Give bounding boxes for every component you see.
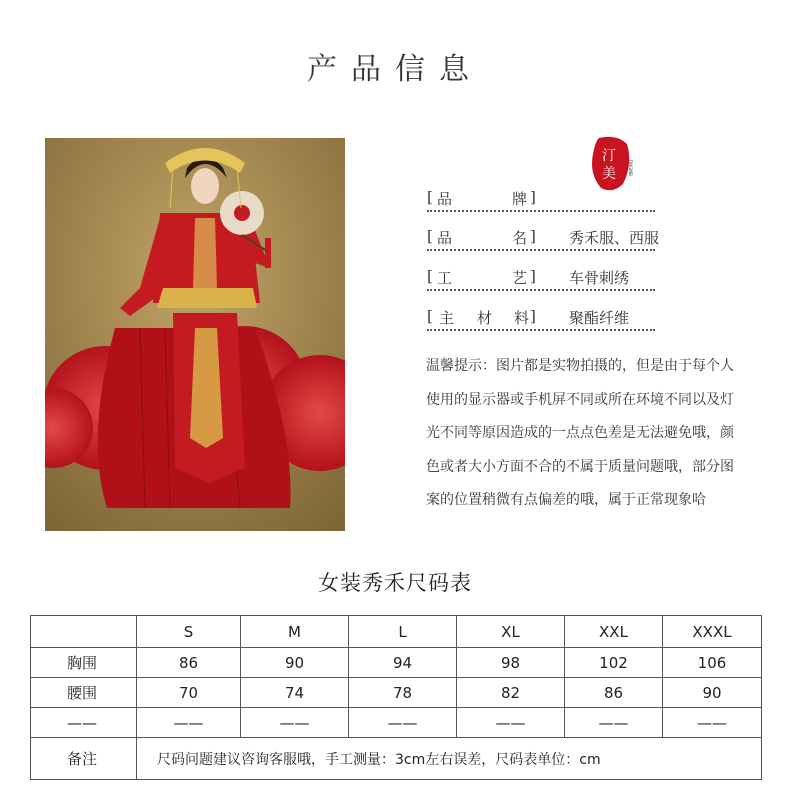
- notice-line: 色或者大小方面不合的不属于质量问题哦，部分图: [426, 458, 734, 475]
- table-row: [31, 708, 762, 738]
- table-cell: 86: [137, 648, 241, 678]
- notice-line: 光不同等原因造成的一点点色差是无法避免哦，颜: [426, 425, 734, 441]
- info-label-char: 主: [439, 309, 455, 327]
- info-row-craft: [ 工 艺 ] 车骨刺绣: [427, 269, 655, 291]
- table-header-row: [31, 616, 762, 648]
- table-row: [31, 678, 762, 708]
- table-cell: 98: [457, 648, 565, 678]
- notice-line: 温馨提示：图片都是实物拍摄的，但是由于每个人: [426, 358, 734, 374]
- table-cell: ——: [241, 708, 349, 738]
- table-cell: ——: [137, 708, 241, 738]
- info-label-char: 名: [512, 229, 528, 247]
- info-label-char: 工: [437, 269, 453, 287]
- notice-line: 案的位置稍微有点偏差的哦，属于正常现象哈: [426, 492, 706, 508]
- table-cell: 106: [663, 648, 762, 678]
- table-row-label: ——: [31, 708, 137, 738]
- info-label-char: 材: [477, 309, 493, 327]
- table-cell: 82: [457, 678, 565, 708]
- table-cell: 90: [241, 648, 349, 678]
- note-label: 备注: [31, 738, 137, 780]
- table-cell: 78: [349, 678, 457, 708]
- table-cell: ——: [457, 708, 565, 738]
- size-chart-title: 女装秀禾尺码表: [318, 571, 472, 595]
- size-chart-table: [30, 615, 762, 780]
- info-row-material: [ 主 材 料 ] 聚酯纤维: [427, 309, 655, 331]
- table-header-cell: L: [349, 616, 457, 648]
- notice-text: [426, 350, 782, 518]
- table-cell: 74: [241, 678, 349, 708]
- table-header-cell: XXL: [565, 616, 663, 648]
- info-value-craft: 车骨刺绣: [569, 269, 630, 287]
- table-row-label: 胸围: [31, 648, 137, 678]
- info-label-char: 料: [514, 309, 530, 327]
- page-title: 产品信息: [307, 52, 483, 87]
- logo-subtext: TINGMEI: [628, 159, 633, 177]
- table-header-cell: S: [137, 616, 241, 648]
- info-value-name: 秀禾服、西服: [569, 229, 660, 247]
- table-cell: 94: [349, 648, 457, 678]
- table-header-cell: XXXL: [663, 616, 762, 648]
- table-cell: ——: [663, 708, 762, 738]
- table-note-row: [31, 738, 762, 780]
- info-row-brand: [ 品 牌 ]: [427, 190, 655, 212]
- logo-text-2: 美: [602, 166, 616, 182]
- table-cell: ——: [565, 708, 663, 738]
- table-cell: 90: [663, 678, 762, 708]
- note-text: 尺码问题建议咨询客服哦，手工测量：3cm左右误差，尺码表单位：cm: [137, 738, 762, 780]
- info-value-material: 聚酯纤维: [569, 309, 630, 327]
- table-header-cell: [31, 616, 137, 648]
- table-row-label: 腰围: [31, 678, 137, 708]
- product-photo: [45, 138, 345, 531]
- info-label-char: 艺: [512, 269, 528, 287]
- info-label-char: 牌: [512, 190, 528, 208]
- notice-line: 使用的显示器或手机屏不同或所在环境不同以及灯: [426, 391, 734, 408]
- table-cell: 86: [565, 678, 663, 708]
- table-header-cell: M: [241, 616, 349, 648]
- info-label-char: 品: [437, 190, 453, 208]
- table-cell: 102: [565, 648, 663, 678]
- table-cell: ——: [349, 708, 457, 738]
- logo-text-1: 汀: [602, 148, 616, 164]
- info-label-char: 品: [437, 229, 453, 247]
- brand-logo: [587, 134, 635, 194]
- table-cell: 70: [137, 678, 241, 708]
- table-header-cell: XL: [457, 616, 565, 648]
- table-row: [31, 648, 762, 678]
- info-row-name: [ 品 名 ] 秀禾服、西服: [427, 229, 655, 251]
